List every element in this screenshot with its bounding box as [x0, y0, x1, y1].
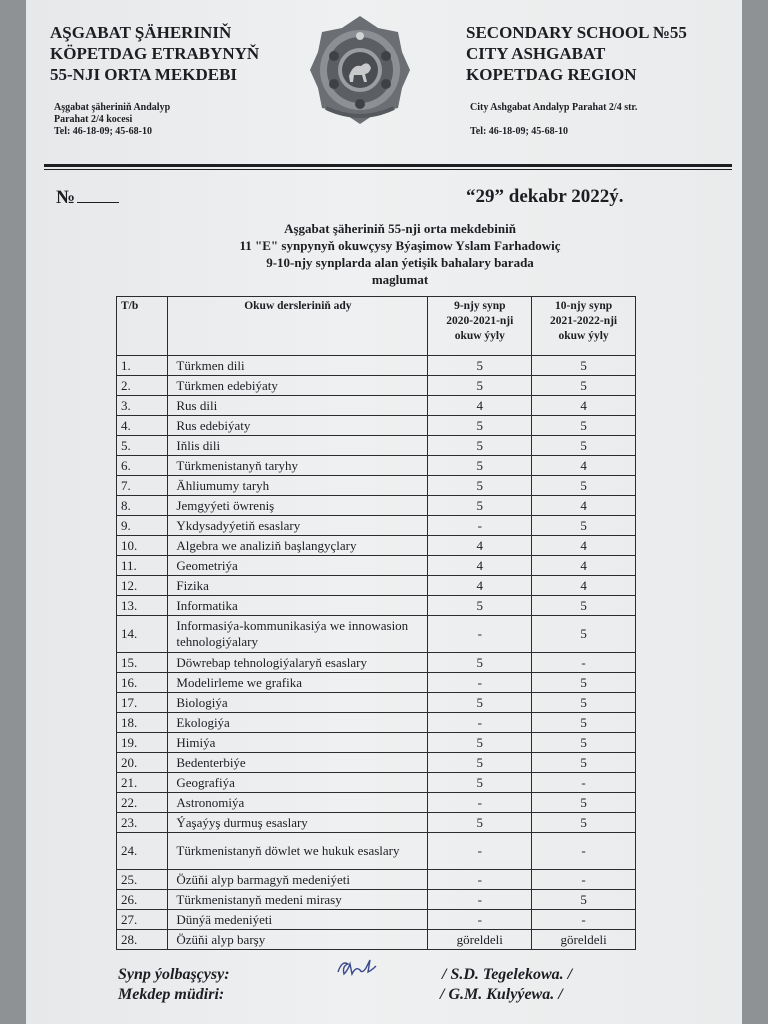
- row-number: 4.: [117, 416, 168, 436]
- grade-grade-9: 5: [428, 596, 532, 616]
- table-row: [117, 930, 636, 950]
- subject-name: Ekologiýa: [168, 713, 428, 733]
- subject-name: Algebra we analiziň başlangyçlary: [168, 536, 428, 556]
- row-number: 8.: [117, 496, 168, 516]
- address-english: City Ashgabat Andalyp Parahat 2/4 str. Tel: 46-18-09; 45-68-10: [470, 102, 638, 137]
- grade-grade-10: -: [532, 910, 636, 930]
- grade-grade-9: -: [428, 793, 532, 813]
- grade-grade-10: 5: [532, 753, 636, 773]
- row-number: 24.: [117, 833, 168, 870]
- subject-name: Türkmen dili: [168, 356, 428, 376]
- grade-grade-10: 5: [532, 793, 636, 813]
- class-teacher-label: Synp ýolbaşçysy:: [118, 966, 230, 983]
- grade-grade-10: 4: [532, 396, 636, 416]
- header-grade-10: 10-njy synp 2021-2022-nji okuw ýyly: [532, 297, 636, 356]
- row-number: 2.: [117, 376, 168, 396]
- grade-grade-10: 5: [532, 616, 636, 653]
- grade-grade-10: 5: [532, 516, 636, 536]
- subject-name: Ykdysadyýetiň esaslary: [168, 516, 428, 536]
- school-name-english: SECONDARY SCHOOL №55 CITY ASHGABAT KOPETDAG REGION: [466, 23, 687, 84]
- table-row: [117, 693, 636, 713]
- header-grade-9: 9-njy synp 2020-2021-nji okuw ýyly: [428, 297, 532, 356]
- subject-name: Geometriýa: [168, 556, 428, 576]
- table-body: [117, 356, 636, 950]
- subject-name: Türkmen edebiýaty: [168, 376, 428, 396]
- grade-grade-10: 5: [532, 713, 636, 733]
- grade-grade-9: 5: [428, 436, 532, 456]
- row-number: 20.: [117, 753, 168, 773]
- subject-name: Ýaşaýyş durmuş esaslary: [168, 813, 428, 833]
- address-turkmen: Aşgabat şäheriniň Andalyp Parahat 2/4 kocesi Tel: 46-18-09; 45-68-10: [54, 102, 171, 137]
- table-row: [117, 733, 636, 753]
- subject-name: Biologiýa: [168, 693, 428, 713]
- table-row: [117, 436, 636, 456]
- subject-name: Geografiýa: [168, 773, 428, 793]
- grade-grade-10: 5: [532, 416, 636, 436]
- grade-grade-9: 5: [428, 376, 532, 396]
- table-row: [117, 516, 636, 536]
- header-divider: [44, 164, 732, 167]
- grade-grade-9: -: [428, 890, 532, 910]
- handwritten-signature-icon: [334, 956, 382, 980]
- grade-grade-9: 5: [428, 456, 532, 476]
- document-number-blank: [77, 186, 119, 203]
- table-row: [117, 753, 636, 773]
- header-divider-thin: [44, 169, 732, 170]
- grade-grade-10: 4: [532, 496, 636, 516]
- grade-grade-10: -: [532, 773, 636, 793]
- table-row: [117, 356, 636, 376]
- grade-grade-10: 4: [532, 536, 636, 556]
- subject-name: Modelirleme we grafika: [168, 673, 428, 693]
- state-emblem-icon: [308, 12, 412, 130]
- row-number: 10.: [117, 536, 168, 556]
- row-number: 15.: [117, 653, 168, 673]
- grade-grade-10: 5: [532, 476, 636, 496]
- header-subject: Okuw dersleriniň ady: [168, 297, 428, 356]
- grade-grade-9: 5: [428, 356, 532, 376]
- table-row: [117, 713, 636, 733]
- row-number: 1.: [117, 356, 168, 376]
- grade-grade-9: 5: [428, 813, 532, 833]
- subject-name: Himiýa: [168, 733, 428, 753]
- grade-grade-10: -: [532, 833, 636, 870]
- row-number: 9.: [117, 516, 168, 536]
- grade-grade-9: 4: [428, 556, 532, 576]
- table-row: [117, 376, 636, 396]
- subject-name: Türkmenistanyň medeni mirasy: [168, 890, 428, 910]
- director-label: Mekdep müdiri:: [118, 986, 225, 1003]
- grade-grade-9: 5: [428, 773, 532, 793]
- subject-name: Dünýä medeniýeti: [168, 910, 428, 930]
- document-date: “29” dekabr 2022ý.: [466, 186, 624, 207]
- subject-name: Türkmenistanyň döwlet we hukuk esaslary: [168, 833, 428, 870]
- grade-grade-10: 4: [532, 456, 636, 476]
- subject-name: Astronomiýa: [168, 793, 428, 813]
- row-number: 16.: [117, 673, 168, 693]
- subject-name: Özüňi alyp barmagyň medeniýeti: [168, 870, 428, 890]
- class-teacher-name: / S.D. Tegelekowa. /: [442, 966, 573, 983]
- grade-grade-10: 5: [532, 813, 636, 833]
- grade-grade-10: 4: [532, 556, 636, 576]
- row-number: 11.: [117, 556, 168, 576]
- row-number: 19.: [117, 733, 168, 753]
- grade-grade-10: göreldeli: [532, 930, 636, 950]
- subject-name: Rus dili: [168, 396, 428, 416]
- grade-grade-9: 5: [428, 693, 532, 713]
- subject-name: Bedenterbiýe: [168, 753, 428, 773]
- table-row: [117, 596, 636, 616]
- grade-grade-9: 5: [428, 733, 532, 753]
- table-row: [117, 653, 636, 673]
- grade-grade-9: 5: [428, 476, 532, 496]
- table-row: [117, 833, 636, 870]
- grade-grade-9: 5: [428, 496, 532, 516]
- subject-name: Rus edebiýaty: [168, 416, 428, 436]
- table-row: [117, 416, 636, 436]
- row-number: 12.: [117, 576, 168, 596]
- table-row: [117, 673, 636, 693]
- row-number: 26.: [117, 890, 168, 910]
- grade-grade-10: 5: [532, 733, 636, 753]
- row-number: 13.: [117, 596, 168, 616]
- grade-grade-9: 5: [428, 753, 532, 773]
- table-row: [117, 456, 636, 476]
- row-number: 23.: [117, 813, 168, 833]
- grade-grade-9: -: [428, 713, 532, 733]
- subject-name: Türkmenistanyň taryhy: [168, 456, 428, 476]
- director-name: / G.M. Kulyýewa. /: [440, 986, 563, 1003]
- grade-grade-9: -: [428, 616, 532, 653]
- grade-grade-9: 5: [428, 653, 532, 673]
- grade-grade-9: 4: [428, 536, 532, 556]
- row-number: 22.: [117, 793, 168, 813]
- row-number: 25.: [117, 870, 168, 890]
- grade-grade-10: 5: [532, 376, 636, 396]
- row-number: 5.: [117, 436, 168, 456]
- table-row: [117, 396, 636, 416]
- row-number: 17.: [117, 693, 168, 713]
- subject-name: Ähliumumy taryh: [168, 476, 428, 496]
- grade-grade-10: -: [532, 870, 636, 890]
- grade-grade-9: 4: [428, 396, 532, 416]
- grade-grade-9: göreldeli: [428, 930, 532, 950]
- grade-grade-10: 5: [532, 890, 636, 910]
- table-row: [117, 813, 636, 833]
- subject-name: Informasiýa-kommunikasiýa we innowasion tehnologiýalary: [168, 616, 428, 653]
- table-row: [117, 793, 636, 813]
- grade-grade-10: 5: [532, 356, 636, 376]
- document-title: Aşgabat şäheriniň 55-nji orta mekdebiniň 11 "E" synpynyň okuwçysy Býaşimow Yslam Farhadowiç 9-10-njy synplarda alan ýetişik bahalary barada maglumat: [239, 221, 561, 287]
- row-number: 28.: [117, 930, 168, 950]
- grades-table: [116, 296, 636, 950]
- table-row: [117, 476, 636, 496]
- grade-grade-10: 4: [532, 576, 636, 596]
- grade-grade-9: -: [428, 673, 532, 693]
- row-number: 7.: [117, 476, 168, 496]
- subject-name: Özüňi alyp barşy: [168, 930, 428, 950]
- grade-grade-10: 5: [532, 436, 636, 456]
- grade-grade-9: -: [428, 910, 532, 930]
- table-header-row: [117, 297, 636, 356]
- table-row: [117, 910, 636, 930]
- grade-grade-10: -: [532, 653, 636, 673]
- subject-name: Fizika: [168, 576, 428, 596]
- subject-name: Döwrebap tehnologiýalaryň esaslary: [168, 653, 428, 673]
- grade-grade-10: 5: [532, 596, 636, 616]
- row-number: 18.: [117, 713, 168, 733]
- table-row: [117, 536, 636, 556]
- grade-grade-10: 5: [532, 673, 636, 693]
- grade-grade-9: -: [428, 516, 532, 536]
- row-number: 27.: [117, 910, 168, 930]
- table-row: [117, 556, 636, 576]
- subject-name: Jemgyýeti öwreniş: [168, 496, 428, 516]
- table-row: [117, 616, 636, 653]
- grade-grade-9: -: [428, 870, 532, 890]
- header-number: T/b: [117, 297, 168, 356]
- grade-grade-9: 5: [428, 416, 532, 436]
- subject-name: Informatika: [168, 596, 428, 616]
- school-name-turkmen: AŞGABAT ŞÄHERINIŇ KÖPETDAG ETRABYNYŇ 55-NJI ORTA MEKDEBI: [50, 23, 260, 84]
- row-number: 6.: [117, 456, 168, 476]
- document-number: №: [56, 186, 119, 209]
- table-row: [117, 890, 636, 910]
- row-number: 3.: [117, 396, 168, 416]
- table-row: [117, 496, 636, 516]
- table-row: [117, 576, 636, 596]
- grade-grade-10: 5: [532, 693, 636, 713]
- table-row: [117, 773, 636, 793]
- subject-name: Iňlis dili: [168, 436, 428, 456]
- row-number: 21.: [117, 773, 168, 793]
- row-number: 14.: [117, 616, 168, 653]
- grade-grade-9: -: [428, 833, 532, 870]
- table-row: [117, 870, 636, 890]
- grade-grade-9: 4: [428, 576, 532, 596]
